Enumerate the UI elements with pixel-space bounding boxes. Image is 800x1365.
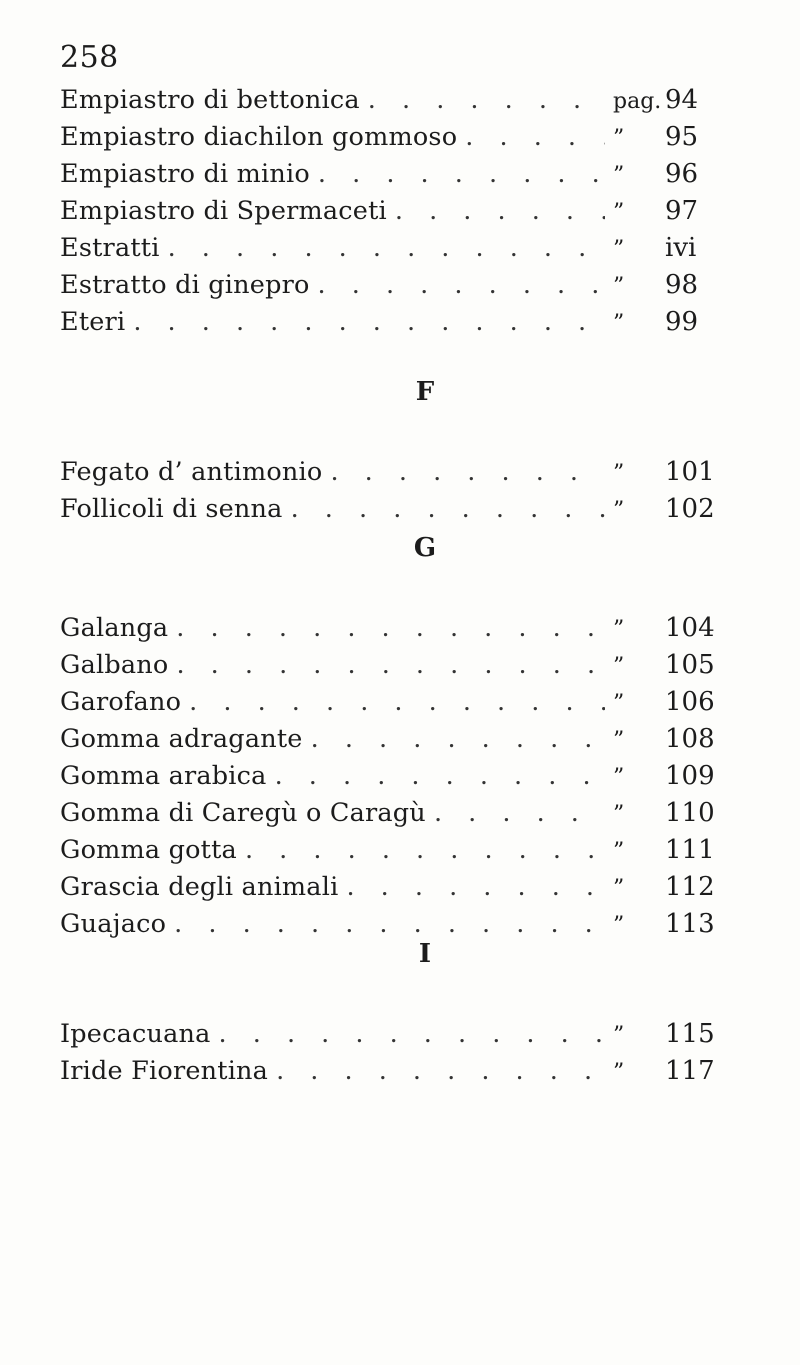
dot-leader bbox=[276, 1053, 605, 1090]
index-section-g bbox=[0, 528, 800, 943]
entry-mark: ” bbox=[613, 237, 625, 262]
dot-leader bbox=[245, 832, 605, 869]
entry-mark: ” bbox=[613, 461, 625, 486]
index-entry bbox=[0, 832, 800, 869]
entry-mark: ” bbox=[613, 913, 625, 938]
entry-page: 96 bbox=[665, 159, 699, 189]
entry-name: Grascia degli animali bbox=[60, 872, 339, 902]
entry-page: ivi bbox=[665, 233, 697, 263]
dot-leader bbox=[346, 869, 605, 906]
index-entry bbox=[0, 1016, 800, 1053]
entry-mark: ” bbox=[613, 163, 625, 188]
entry-mark: ” bbox=[613, 765, 625, 790]
index-entry bbox=[0, 119, 800, 156]
dot-leader bbox=[465, 119, 605, 156]
entry-page: 110 bbox=[665, 798, 715, 828]
entry-page: 113 bbox=[665, 909, 715, 939]
entry-page: 99 bbox=[665, 307, 699, 337]
index-entry bbox=[0, 230, 800, 267]
index-entry bbox=[0, 491, 800, 528]
index-entry bbox=[0, 647, 800, 684]
dot-leader bbox=[330, 454, 605, 491]
dot-leader bbox=[176, 610, 605, 647]
entry-page: 106 bbox=[665, 687, 715, 717]
index-entry bbox=[0, 758, 800, 795]
index-entry bbox=[0, 1053, 800, 1090]
entry-mark: ” bbox=[613, 126, 625, 151]
entry-page: 111 bbox=[665, 835, 715, 865]
entry-page: 104 bbox=[665, 613, 715, 643]
entry-mark: pag. bbox=[613, 89, 662, 114]
dot-leader bbox=[189, 684, 605, 721]
entry-mark: ” bbox=[613, 498, 625, 523]
entry-page: 112 bbox=[665, 872, 715, 902]
index-section-e bbox=[0, 82, 800, 341]
entry-mark: ” bbox=[613, 617, 625, 642]
dot-leader bbox=[318, 156, 605, 193]
index-entry bbox=[0, 869, 800, 906]
entry-name: Gomma gotta bbox=[60, 835, 237, 865]
index-entry bbox=[0, 454, 800, 491]
entry-mark: ” bbox=[613, 876, 625, 901]
dot-leader bbox=[275, 758, 605, 795]
entry-name: Empiastro diachilon gommoso bbox=[60, 122, 458, 152]
entry-name: Garofano bbox=[60, 687, 182, 717]
entry-name: Estratto di ginepro bbox=[60, 270, 310, 300]
entry-page: 94 bbox=[665, 85, 699, 115]
index-entry bbox=[0, 795, 800, 832]
entry-mark: ” bbox=[613, 728, 625, 753]
entry-name: Ipecacuana bbox=[60, 1019, 211, 1049]
entry-mark: ” bbox=[613, 200, 625, 225]
dot-leader bbox=[168, 230, 605, 267]
index-entry bbox=[0, 193, 800, 230]
entry-name: Estratti bbox=[60, 233, 160, 263]
dot-leader bbox=[395, 193, 605, 230]
index-entry bbox=[0, 304, 800, 341]
entry-mark: ” bbox=[613, 1023, 625, 1048]
dot-leader bbox=[219, 1016, 605, 1053]
entry-page: 101 bbox=[665, 457, 715, 487]
entry-page: 98 bbox=[665, 270, 699, 300]
index-entry bbox=[0, 82, 800, 119]
entry-page: 105 bbox=[665, 650, 715, 680]
dot-leader bbox=[311, 721, 605, 758]
dot-leader bbox=[291, 491, 605, 528]
entry-name: Iride Fiorentina bbox=[60, 1056, 269, 1086]
entry-page: 108 bbox=[665, 724, 715, 754]
index-section-f bbox=[0, 372, 800, 528]
dot-leader bbox=[133, 304, 605, 341]
index-entry bbox=[0, 610, 800, 647]
dot-leader bbox=[318, 267, 605, 304]
entry-name: Empiastro di bettonica bbox=[60, 85, 360, 115]
entry-mark: ” bbox=[613, 691, 625, 716]
entry-name: Gomma arabica bbox=[60, 761, 267, 791]
index-section-i bbox=[0, 934, 800, 1090]
entry-page: 95 bbox=[665, 122, 699, 152]
index-entry bbox=[0, 684, 800, 721]
entry-name: Galanga bbox=[60, 613, 169, 643]
entry-mark: ” bbox=[613, 1060, 625, 1085]
entry-mark: ” bbox=[613, 802, 625, 827]
dot-leader bbox=[368, 82, 605, 119]
page-number: 258 bbox=[60, 40, 119, 75]
entry-page: 115 bbox=[665, 1019, 715, 1049]
entry-mark: ” bbox=[613, 654, 625, 679]
entry-name: Follicoli di senna bbox=[60, 494, 283, 524]
entry-name: Gomma di Caregù o Caragù bbox=[60, 798, 426, 828]
entry-name: Gomma adragante bbox=[60, 724, 303, 754]
entry-name: Empiastro di minio bbox=[60, 159, 310, 189]
entry-page: 102 bbox=[665, 494, 715, 524]
entry-page: 109 bbox=[665, 761, 715, 791]
entry-name: Empiastro di Spermaceti bbox=[60, 196, 387, 226]
entry-mark: ” bbox=[613, 839, 625, 864]
index-entry bbox=[0, 156, 800, 193]
entry-page: 117 bbox=[665, 1056, 715, 1086]
index-entry bbox=[0, 267, 800, 304]
dot-leader bbox=[176, 647, 605, 684]
section-letter: I bbox=[418, 939, 432, 969]
index-entry bbox=[0, 721, 800, 758]
section-letter: G bbox=[413, 533, 437, 563]
entry-name: Eteri bbox=[60, 307, 126, 337]
entry-mark: ” bbox=[613, 274, 625, 299]
dot-leader bbox=[434, 795, 605, 832]
entry-page: 97 bbox=[665, 196, 699, 226]
entry-mark: ” bbox=[613, 311, 625, 336]
section-letter: F bbox=[415, 377, 435, 407]
entry-name: Fegato d’ antimonio bbox=[60, 457, 323, 487]
entry-name: Galbano bbox=[60, 650, 169, 680]
entry-name: Guajaco bbox=[60, 909, 167, 939]
